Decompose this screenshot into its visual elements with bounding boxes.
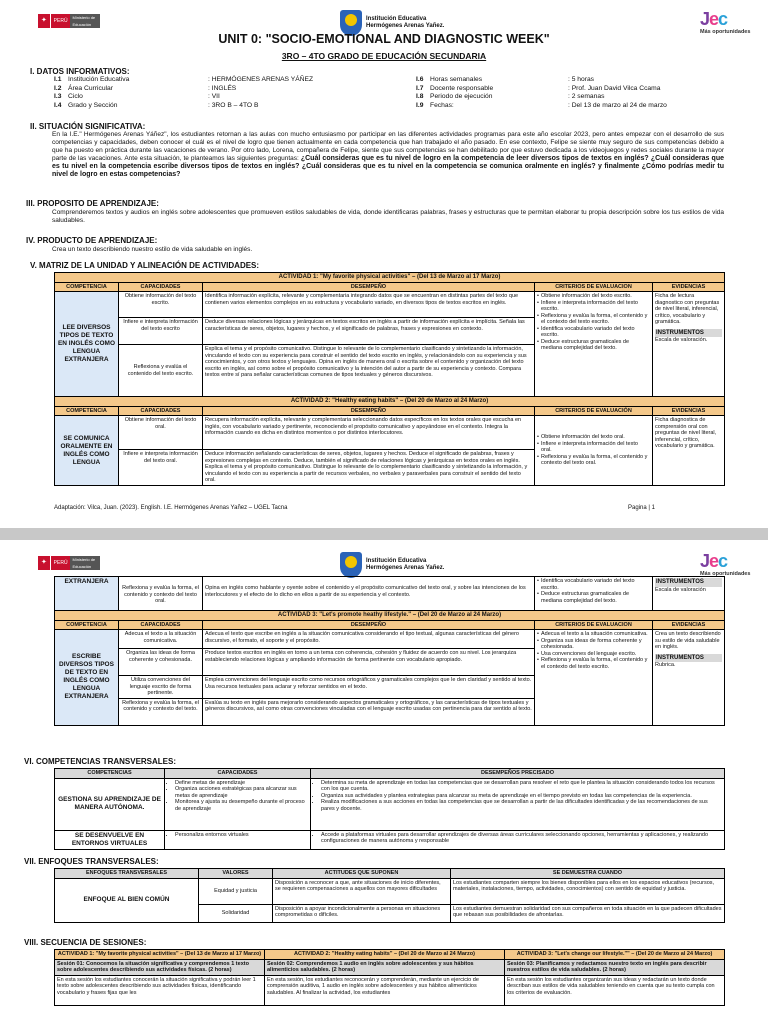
info-row — [416, 93, 667, 102]
activity-1-title: ACTIVIDAD 1: "My favorite physical activities" – (Del 13 de Marzo al 17 Marzo) — [55, 273, 725, 283]
info-row — [54, 93, 313, 102]
session-activity-3: ACTIVIDAD 3: "Let's change our lifestyle."" – (Del 20 de Marzo al 24 Marzo) — [505, 950, 725, 960]
transversal-competence: SE DESENVUELVE EN ENTORNOS VIRTUALES — [55, 830, 165, 849]
evidence — [653, 630, 725, 726]
session-activity-2: ACTIVIDAD 2: "Healthy eating habits" – (Del 20 de Marzo al 24 Marzo) — [265, 950, 505, 960]
info-label: Horas semanales — [430, 76, 483, 83]
document-page-2 — [0, 540, 768, 1024]
school-line2: Hermógenes Arenas Yañez. — [366, 23, 445, 29]
ministry-country: PERÚ — [50, 556, 71, 570]
col-cuando: SE DEMUESTRA CUANDO — [451, 869, 725, 879]
transversal-competence: GESTIONA SU APRENDIZAJE DE MANERA AUTÓNOMA. — [55, 778, 165, 830]
ministry-name: Ministerio de Educación — [70, 14, 100, 28]
info-value: : 2 semanas — [568, 93, 605, 100]
transversal-performances — [311, 830, 725, 849]
info-right — [416, 76, 667, 110]
performance: Adecua el texto que escribe en inglés a la situación comunicativa considerando el tipo textual, algunas características del género discursivo, el formato, el soporte y el propósito. — [203, 630, 535, 649]
info-row — [54, 76, 313, 85]
evidence: Ficha diagnostica de comprensión oral con preguntas de nivel literal, inferencial, crítico, vocabulario y gramática. — [653, 416, 725, 486]
criterion: • Infiere e interpreta información del texto escrito. — [537, 300, 650, 313]
col-capacidades: CAPACIDADES — [119, 282, 203, 292]
info-value: : 5 horas — [568, 76, 595, 83]
capacity-text: Reflexiona y evalúa la forma, el contenido y contexto del texto oral. — [122, 585, 199, 604]
matrix-table-2 — [54, 576, 725, 726]
ministry-logo — [38, 556, 100, 570]
capacity: Utiliza convenciones del lenguaje escrito de forma pertinente. — [119, 676, 203, 699]
instruments-label: INSTRUMENTOS — [655, 654, 722, 663]
criterion: • Reflexiona y evalúa la forma, el contenido y contexto del texto oral. — [537, 454, 650, 467]
evidence-text: Crea un texto describiendo su estilo de vida saludable en inglés. — [655, 631, 721, 650]
info-value: : 3RO B – 4TO B — [208, 101, 259, 109]
school-line1: Institución Educativa — [366, 558, 427, 564]
capacity-item: • Organiza acciones estratégicas para alcanzar sus metas de aprendizaje — [175, 786, 308, 799]
transversal-competences-table — [54, 768, 725, 850]
col-competencia: COMPETENCIA — [55, 282, 119, 292]
info-value: : Prof. Juan David Vilca Ccama — [568, 84, 661, 92]
col-capacidades: CAPACIDADES — [165, 769, 311, 779]
performance: Produce textos escritos en inglés en torno a un tema con coherencia, cohesión y fluidez de acuerdo con su nivel. Los jerarquiza estableciendo relaciones lógicas y ampliando información de forma pertinente con vocabulario apropiado. — [203, 649, 535, 676]
criterion: • Obtiene información del texto escrito. — [537, 293, 650, 300]
attitude: Disposición a apoyar incondicionalmente a personas en situaciones comprometidas o difíciles. — [273, 904, 451, 922]
performance-item: • Organiza sus actividades y plantea estrategias para alcanzar su meta de aprendizaje en el tiempo previsto en todas las competencias de la experiencia. — [321, 793, 722, 800]
info-label: Área Curricular — [68, 84, 113, 92]
col-evidencias: EVIDENCIAS — [653, 282, 725, 292]
info-num: I.2 — [54, 84, 62, 92]
criteria-list — [535, 292, 653, 397]
criteria-list — [535, 416, 653, 486]
info-row — [54, 85, 313, 94]
criterion: • Deduce estructuras gramaticales de mediana complejidad del texto. — [537, 339, 650, 352]
criterion: • Organiza sus ideas de forma coherente y cohesionada. — [537, 638, 650, 651]
col-desempeno: DESEMPEÑO — [203, 620, 535, 630]
info-num: I.3 — [54, 93, 62, 100]
situation-questions: ¿Cuál consideras que es tu nivel de logro en la competencia de leer diversos tipos de textos en inglés? ¿Cuál consideras que es tu nivel en la competencia escribe diversos tipos de textos en inglés? ¿Cuál consideras que es tu nivel en la competencia se comunica oralmente en inglés? y finalmente ¿Cómo podrías medir tu nivel de logro en estas competencias? — [52, 155, 725, 178]
criterion: • Infiere e interpreta información del texto oral. — [537, 441, 650, 454]
situation-body: En la I.E." Hermógenes Arenas Yáñez", los estudiantes retornan a las aulas con mucho entusiasmo por participar en las diferentes actividades programas para este año escolar 2023, pero antes empezar con el desarrollo de sus competencias y capacidades, deben conocer el cuál es el nivel de logro que tienen actualmente en cada competencia que han trabajado el año pasado. En ese contexto, Felipe se siente muy seguro de sus competencias debido a que ha puesto en práctica durante las vacaciones de verano. Por otro lado, Lorena, compañera de Felipe, siente que sus competencias se han debilitado por que estuvo dedicada a los videojuegos y redes sociales durante la mayor parte de las vacaciones. Ante esta situación, te planteamos las siguientes preguntas: — [52, 131, 724, 162]
col-desempeno: DESEMPEÑO — [203, 406, 535, 416]
performance: Deduce información señalando características de seres, objetos, lugares y hechos. Deduce el significado de palabras, frases y expresiones complejas en contexto. Deduce, también el significado de relaciones lógicas y jerárquicas en textos orales en inglés. Explica el tema y el propósito comunicativo. Distingue lo relevante de lo complementario clasificando y sintetizando la información, y vinculando el texto con su experiencia a partir de recursos verbales, no verbales y paraverbales para construir el sentido del texto oral. — [203, 450, 535, 486]
info-row — [416, 76, 667, 85]
instruments-text: Escala de valoración. — [655, 337, 708, 343]
info-row — [416, 85, 667, 94]
jec-j: J — [700, 9, 710, 29]
session-3-desc: En esta sesión los estudiantes organizarán sus ideas y redactarán un texto donde describan sus estilos de vida saludables teniendo en cuenta que su texto cumpla con los criterios de evaluación. — [505, 975, 725, 1005]
capacity-item: • Personaliza entornos virtuales — [175, 832, 308, 839]
info-num: I.8 — [416, 93, 424, 100]
info-row — [416, 102, 667, 111]
sessions-table — [54, 949, 725, 1006]
section-heading-7: VII. ENFOQUES TRANSVERSALES: — [24, 857, 159, 866]
capacity: Infiere e interpreta información del texto oral. — [119, 450, 203, 486]
shield-icon: ✦ — [38, 556, 50, 570]
performance-item: • Accede a plataformas virtuales para desarrollar aprendizajes de diversas áreas curriculares seleccionando opciones, herramientas y aplicaciones, y realizando configuraciones de manera autónoma y responsable — [321, 832, 722, 845]
info-value: : Del 13 de marzo al 24 de marzo — [568, 101, 667, 109]
matrix-table-1 — [54, 272, 725, 486]
criterion: • Deduce estructuras gramaticales de mediana complejidad del texto. — [537, 591, 650, 604]
info-label: Ciclo — [68, 93, 83, 100]
criterion: • Identifica vocabulario variado del texto escrito. — [537, 326, 650, 339]
info-left — [54, 76, 313, 110]
jec-tagline: Más oportunidades — [700, 571, 751, 577]
school-crest-icon — [340, 552, 362, 578]
evidence-text: Ficha de lectura diagnostico con preguntas de nivel literal, inferencial, crítico, vocabulario y gramática. — [655, 293, 720, 325]
shield-icon: ✦ — [38, 14, 50, 28]
page-subtitle: 3RO – 4TO GRADO DE EDUCACIÓN SECUNDARIA — [281, 51, 487, 61]
jec-j: J — [700, 551, 710, 571]
product-text: Crea un texto describiendo nuestro estilo de vida saludable en inglés. — [52, 246, 253, 253]
section-heading-2: II. SITUACIÓN SIGNIFICATIVA: — [30, 122, 146, 131]
info-value: : HERMÓGENES ARENAS YÁÑEZ — [208, 76, 314, 83]
col-capacidades: CAPACIDADES — [119, 406, 203, 416]
performance-text: Opina en inglés como hablante y oyente sobre el contenido y el propósito comunicativo del texto oral, y sobre las intenciones de los interlocutores y el efecto de lo dicho en ellos a partir de su experiencia y el contexto. — [205, 585, 526, 598]
col-evidencias: EVIDENCIAS — [653, 620, 725, 630]
criterion: • Usa convenciones del lenguaje escrito. — [537, 651, 650, 658]
col-capacidades: CAPACIDADES — [119, 620, 203, 630]
col-evidencias: EVIDENCIAS — [653, 406, 725, 416]
ministry-country: PERÚ — [50, 14, 71, 28]
transversal-performances — [311, 778, 725, 830]
performance: Emplea convenciones del lenguaje escrito como recursos ortográficos y gramaticales complejos que le den claridad y sentido al texto. Usa recursos textuales para aclarar y reforzar sentidos en el texto. — [203, 676, 535, 699]
instruments-text: Rubrica. — [655, 662, 676, 668]
col-competencia: COMPETENCIA — [55, 406, 119, 416]
info-num: I.6 — [416, 76, 424, 83]
criteria-list — [535, 630, 653, 726]
section-heading-6: VI. COMPETENCIAS TRANSVERSALES: — [24, 757, 177, 766]
section-heading-4: IV. PRODUCTO DE APRENDIZAJE: — [26, 236, 158, 245]
situation-text — [52, 131, 724, 179]
jec-e: e — [709, 551, 719, 571]
criterion: • Reflexiona y evalúa la forma, el contenido y el contexto del texto escrito. — [537, 313, 650, 326]
performance: Recupera información explícita, relevante y complementaria seleccionando datos específicos en los textos orales que escucha en inglés, con vocabulario variado y pertinente, reconociendo el propósito comunicativo y apoyándose en el contexto. Integra la información cuando es dicha en distintos momentos o por distintos interlocutores. — [203, 416, 535, 450]
footer-page-number: Pagina | 1 — [628, 505, 655, 511]
capacity-item: • Monitorea y ajusta su desempeño durante el proceso de aprendizaje — [175, 799, 308, 812]
capacity-item: • Define metas de aprendizaje — [175, 780, 308, 787]
jec-c: c — [718, 9, 728, 29]
criterion: • Identifica vocabulario variado del texto escrito. — [537, 578, 650, 591]
page-title: UNIT 0: "SOCIO-EMOTIONAL AND DIAGNOSTIC WEEK" — [218, 32, 550, 46]
activity-2-title: ACTIVIDAD 2: "Healthy eating habits" – (Del 20 de Marzo al 24 Marzo) — [55, 397, 725, 407]
demonstration: Los estudiantes demuestran solidaridad con sus compañeros en toda situación en la que padecen dificultades que rebasan sus posibilidades de afrontarlas. — [451, 904, 725, 922]
capacity: Obtiene información del texto oral. — [119, 416, 203, 450]
capacity: Reflexiona y evalúa la forma, el contenido y contexto del texto. — [119, 698, 203, 725]
capacity: Obtiene información del texto escrito. — [119, 292, 203, 318]
info-label: Institución Educativa — [68, 76, 130, 83]
attitude: Disposición a reconocer a que, ante situaciones de inicio diferentes, se requieren compensaciones a aquellos con mayores dificultades — [273, 878, 451, 904]
instruments-label: INSTRUMENTOS — [655, 329, 722, 338]
demonstration: Los estudiantes comparten siempre los bienes disponibles para ellos en los espacios educativos (recursos, materiales, instalaciones, tiempo, actividades, conocimientos) con sentido de equidad y justicia. — [451, 878, 725, 904]
info-num: I.1 — [54, 76, 62, 83]
session-2-title: Sesión 02: Comprendemos 1 audio en inglés sobre adolescentes y sus hábitos alimenticios saludables. (2 horas) — [265, 959, 505, 975]
info-row — [54, 102, 313, 111]
performance-item: • Determina su meta de aprendizaje en todas las competencias que se desarrollan para resolver el reto que le plantea la situación considerando todos los recursos con los que cuenta. — [321, 780, 722, 793]
footer-left: Adaptación: Vilca, Juan. (2023). English. I.E. Hermógenes Arenas Yañez – UGEL Tacna — [54, 505, 288, 511]
purpose-text: Comprenderemos textos y audios en inglés sobre adolescentes que promueven estilos saludables de vida, donde identificaras palabras, frases y estructuras que te permitan elaborar tu propia descripción sobre los tus estilos de vida saludables. — [52, 209, 724, 224]
performance — [203, 577, 535, 611]
school-line2: Hermógenes Arenas Yañez. — [366, 565, 445, 571]
value: Equidad y justicia — [199, 878, 273, 904]
page-separator — [0, 528, 768, 540]
capacity: Infiere e interpreta información del texto escrito — [119, 318, 203, 345]
transversal-capacities — [165, 830, 311, 849]
school-line1: Institución Educativa — [366, 16, 427, 22]
capacity: Adecua el texto a la situación comunicativa. — [119, 630, 203, 649]
evidence — [653, 577, 725, 611]
col-criterios: CRITERIOS DE EVALUACION — [535, 620, 653, 630]
approach-name: ENFOQUE AL BIEN COMÚN — [55, 878, 199, 922]
capacity: Organiza las ideas de forma coherente y cohesionada. — [119, 649, 203, 676]
performance: Deduce diversas relaciones lógicas y jerárquicas en textos escritos en inglés a partir de información explícita e implícita. Señala las características de seres, objetos, lugares y hechos, y el significado de palabras, frases y expresiones en contexto. — [203, 318, 535, 345]
info-num: I.7 — [416, 84, 424, 92]
jec-c: c — [718, 551, 728, 571]
session-1-title: Sesión 01: Conocemos la situación significativa y comprendemos 1 texto sobre adolescentes describiendo sus actividades físicas. (2 horas) — [55, 959, 265, 975]
info-label: Docente responsable — [430, 84, 494, 92]
competence-oral-cont: EXTRANJERA — [55, 577, 119, 611]
ministry-name: Ministerio de Educación — [70, 556, 100, 570]
section-heading-3: III. PROPOSITO DE APRENDIZAJE: — [26, 199, 159, 208]
col-enfoques: ENFOQUES TRANSVERSALES — [55, 869, 199, 879]
col-valores: VALORES — [199, 869, 273, 879]
evidence — [653, 292, 725, 397]
criterion: • Obtiene información del texto oral. — [537, 434, 650, 441]
performance: Identifica información explícita, relevante y complementaria integrando datos que se encuentran en distintas partes del texto que contienen varios elementos complejos en su estructura y vocabulario variado, en diversos tipos de textos escritos en inglés. — [203, 292, 535, 318]
info-num: I.4 — [54, 101, 62, 109]
section-heading-5: V. MATRIZ DE LA UNIDAD Y ALINEACIÓN DE ACTIVIDADES: — [30, 261, 260, 270]
session-activity-1: ACTIVIDAD 1: "My favorite physical activities" – (Del 13 de Marzo al 17 Marzo) — [55, 950, 265, 960]
transversal-approaches-table — [54, 868, 725, 923]
performance: Evalúa su texto en inglés para mejorarlo considerando aspectos gramaticales y ortográficos, y las características de tipos textuales y géneros discursivos, así como otras convenciones vinculadas con el lenguaje escrito usadas con pertinencia para dar sentido al texto. — [203, 698, 535, 725]
criterion: • Reflexiona y evalúa la forma, el contenido y el contexto del texto escrito. — [537, 657, 650, 670]
info-num: I.9 — [416, 101, 424, 109]
section-heading-8: VIII. SECUENCIA DE SESIONES: — [24, 938, 147, 947]
session-1-desc: En esta sesión los estudiantes conocerán la situación significativa y podrán leer 1 texto sobre adolescentes describiendo sus actividades físicas, identificando vocabulario y frases fijas que les — [55, 975, 265, 1005]
competence-reading: LEE DIVERSOS TIPOS DE TEXTO EN INGLÉS COMO LENGUA EXTRANJERA — [55, 292, 119, 397]
info-label: Periodo de ejecución — [430, 93, 493, 100]
col-criterios: CRITERIOS DE EVALUACIÓN — [535, 406, 653, 416]
jec-tagline: Más oportunidades — [700, 29, 751, 35]
section-heading-1: I. DATOS INFORMATIVOS: — [30, 67, 130, 76]
info-value: : INGLÉS — [208, 84, 237, 92]
ministry-logo — [38, 14, 100, 28]
performance: Explica el tema y el propósito comunicativo. Distingue lo relevante de lo complementario clasificando y sintetizando la información, vinculando el texto con su experiencia para construir el sentido del texto escrito en inglés, y relacionándolo con su experiencia y sus conocimientos, y con otros textos y lenguajes. Opina en inglés de manera oral o escrita sobre el contenido y organización del texto escrito en inglés, así como sobre el propósito comunicativo y la intención del autor a partir de su experiencia y contexto. Compara textos entre sí para señalar características comunes de tipos textuales y géneros discursivos. — [203, 345, 535, 397]
col-actitudes: ACTITUDES QUE SUPONEN — [273, 869, 451, 879]
col-desempeno: DESEMPEÑO — [203, 282, 535, 292]
value: Solidaridad — [199, 904, 273, 922]
col-desempenos: DESEMPEÑOS PRECISADO — [311, 769, 725, 779]
session-3-title: Sesión 03: Planificamos y redactamos nuestro texto en inglés para describir nuestros estilos de vida saludables. (2 horas) — [505, 959, 725, 975]
col-competencias: COMPETENCIAS — [55, 769, 165, 779]
criterion: • Adecua el texto a la situación comunicativa. — [537, 631, 650, 638]
transversal-capacities — [165, 778, 311, 830]
capacity: Reflexiona y evalúa el contenido del texto escrito. — [119, 345, 203, 397]
jec-e: e — [709, 9, 719, 29]
activity-3-title: ACTIVIDAD 3: "Let's promote heathy lifestyle." – (Del 20 de Marzo al 24 Marzo) — [55, 611, 725, 621]
col-criterios: CRITERIOS DE EVALUACION — [535, 282, 653, 292]
instruments-text: Escala de valoración — [655, 586, 706, 593]
instruments-label: INSTRUMENTOS — [655, 578, 722, 587]
competence-oral: SE COMUNICA ORALMENTE EN INGLÉS COMO LENGUA — [55, 416, 119, 486]
criteria-list — [535, 577, 653, 611]
info-value: : VII — [208, 93, 220, 100]
performance-item: • Realiza modificaciones a sus acciones en todas las competencias que se desarrollan a partir de las dificultades identificadas y de las recomendaciones de sus pares y docente. — [321, 799, 722, 812]
col-competencia: COMPETENCIA — [55, 620, 119, 630]
info-label: Grado y Sección — [68, 101, 118, 109]
session-2-desc: En esta sesión, los estudiantes reconocerán y comprenderán, mediante un ejercicio de comprensión auditiva, 1 audio en inglés sobre adolescentes y sus hábitos alimenticios saludables. Al finalizar la actividad, los estudiantes — [265, 975, 505, 1005]
info-label: Fechas: — [430, 101, 454, 109]
capacity — [119, 577, 203, 611]
competence-writing: ESCRIBE DIVERSOS TIPOS DE TEXTO EN INGLÉS COMO LENGUA EXTRANJERA — [55, 630, 119, 726]
